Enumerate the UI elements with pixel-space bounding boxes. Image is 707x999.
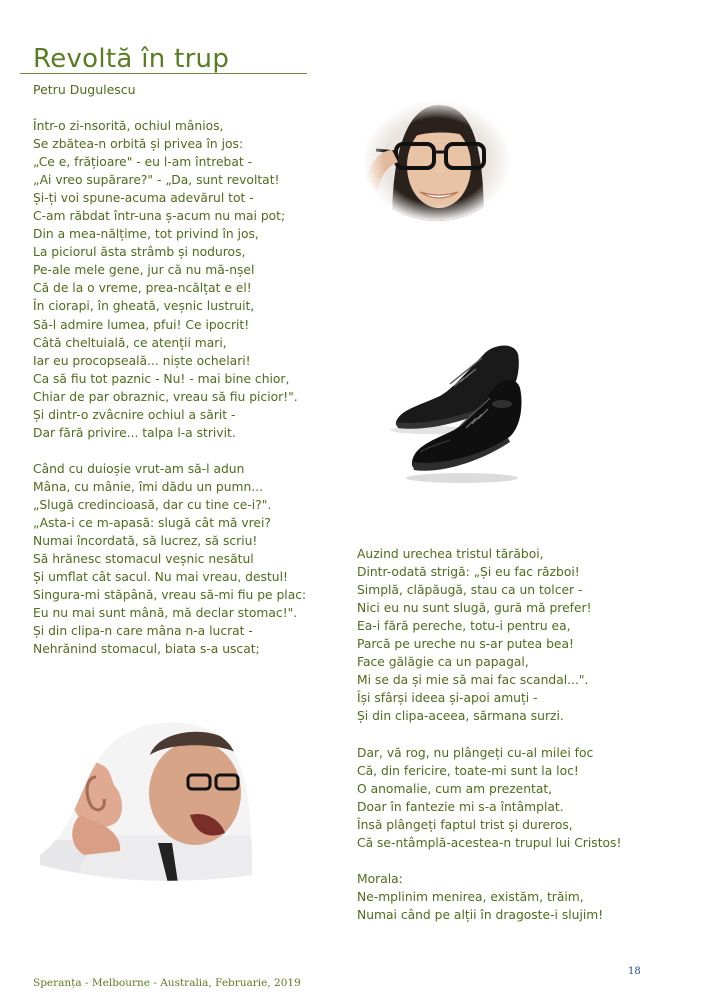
poem-line: Ca să fiu tot paznic - Nu! - mai bine chior,: [33, 371, 290, 386]
poem-line: Eu nu mai sunt mână, mă declar stomac!".: [33, 606, 298, 621]
poem-line: La piciorul ăsta strâmb și noduros,: [33, 245, 246, 260]
poem-line: Și din clipa-n care mâna n-a lucrat -: [33, 624, 253, 639]
poem-line: „Ai vreo supărare?" - „Da, sunt revoltat!: [33, 173, 280, 188]
poem-line: Să hrănesc stomacul veșnic nesătul: [33, 552, 254, 567]
poem-line: Și-ți voi spune-acuma adevărul tot -: [33, 191, 254, 206]
poem-line: Ne-mplinim menirea, existăm, trăim,: [357, 889, 584, 904]
poem-line: În ciorapi, în gheată, veșnic lustruit,: [33, 299, 255, 314]
poem-line: Dintr-odată strigă: „Și eu fac război!: [357, 565, 580, 580]
poem-line: „Ce e, frățioare" - eu l-am întrebat -: [33, 155, 253, 170]
poem-line: Morala:: [357, 871, 403, 886]
poem-line: Pe-ale mele gene, jur că nu mă-nșel: [33, 263, 255, 278]
poem-line: Și dintr-o zvâcnire ochiul a sărit -: [33, 407, 236, 422]
poem-line: Numai când pe alții în dragoste-i slujim!: [357, 907, 604, 922]
poem-line: O anomalie, cum am prezentat,: [357, 781, 553, 796]
poem-line: Numai încordată, să lucrez, să scriu!: [33, 534, 258, 549]
poem-line: Simplă, clăpăugă, stau ca un tolcer -: [357, 583, 583, 598]
woman-with-glasses-photo: [362, 100, 512, 222]
black-shoes-photo: [390, 340, 525, 485]
poem-line: Dar fără privire... talpa l-a strivit.: [33, 425, 236, 440]
poem-line: „Asta-i ce m-apasă: slugă cât mă vrei?: [33, 516, 271, 531]
poem-line: Că de la o vreme, prea-ncălțat e el!: [33, 281, 252, 296]
article-author: Petru Dugulescu: [33, 82, 136, 97]
poem-right-column: [357, 545, 621, 924]
poem-line: Să-l admire lumea, pfui! Ce ipocrit!: [33, 317, 250, 332]
poem-line: Singura-mi stăpână, vreau să-mi fiu pe plac:: [33, 588, 307, 603]
poem-line: Doar în fantezie mi s-a întâmplat.: [357, 799, 564, 814]
poem-line: Parcă pe ureche nu s-ar putea bea!: [357, 637, 574, 652]
stanza-break: [33, 442, 306, 460]
poem-line: Că se-ntâmplă-acestea-n trupul lui Cristos!: [357, 835, 622, 850]
stanza-break: [357, 852, 621, 870]
poem-line: Din a mea-nălțime, tot privind în jos,: [33, 227, 259, 242]
poem-line: Auzind urechea tristul tărăboi,: [357, 547, 544, 561]
man-shouting-ear-photo: [40, 715, 255, 883]
poem-line: C-am răbdat într-una ș-acum nu mai pot;: [33, 209, 286, 224]
poem-line: Și umflat cât sacul. Nu mai vreau, destul!: [33, 570, 288, 585]
poem-line: Nehrănind stomacul, biata s-a uscat;: [33, 642, 260, 657]
title-underline: [20, 73, 307, 74]
poem-line: Când cu duioșie vrut-am să-l adun: [33, 461, 245, 476]
poem-line: Mâna, cu mânie, îmi dădu un pumn...: [33, 479, 264, 494]
poem-line: Într-o zi-nsorită, ochiul mânios,: [33, 119, 224, 133]
poem-line: Ea-i fără pereche, totu-i pentru ea,: [357, 619, 571, 634]
poem-line: Că, din fericire, toate-mi sunt la loc!: [357, 763, 579, 778]
stanza-break: [357, 725, 621, 743]
footer-publication: Speranța - Melbourne - Australia, Februarie, 2019: [33, 977, 301, 989]
poem-line: Face gălăgie ca un papagal,: [357, 655, 529, 670]
poem-line: Iar eu procopseală... niște ochelari!: [33, 353, 251, 368]
article-title: Revoltă în trup: [33, 44, 230, 74]
poem-line: Chiar de par obraznic, vreau să fiu picior!".: [33, 389, 298, 404]
poem-left-column: [33, 117, 306, 658]
poem-line: Câtă cheltuială, ce atenții mari,: [33, 335, 227, 350]
poem-line: Dar, vă rog, nu plângeți cu-al milei foc: [357, 745, 594, 760]
poem-line: Își sfârși ideea și-apoi amuți -: [357, 691, 538, 706]
page-number: 18: [628, 966, 641, 977]
poem-line: Se zbătea-n orbită și privea în jos:: [33, 137, 244, 152]
poem-line: Însă plângeți faptul trist și dureros,: [357, 817, 573, 832]
poem-line: Și din clipa-aceea, sărmana surzi.: [357, 709, 564, 724]
poem-line: „Slugă credincioasă, dar cu tine ce-i?".: [33, 497, 272, 512]
poem-line: Mi se da și mie să mai fac scandal...".: [357, 673, 589, 688]
poem-line: Nici eu nu sunt slugă, gură mă prefer!: [357, 601, 592, 616]
